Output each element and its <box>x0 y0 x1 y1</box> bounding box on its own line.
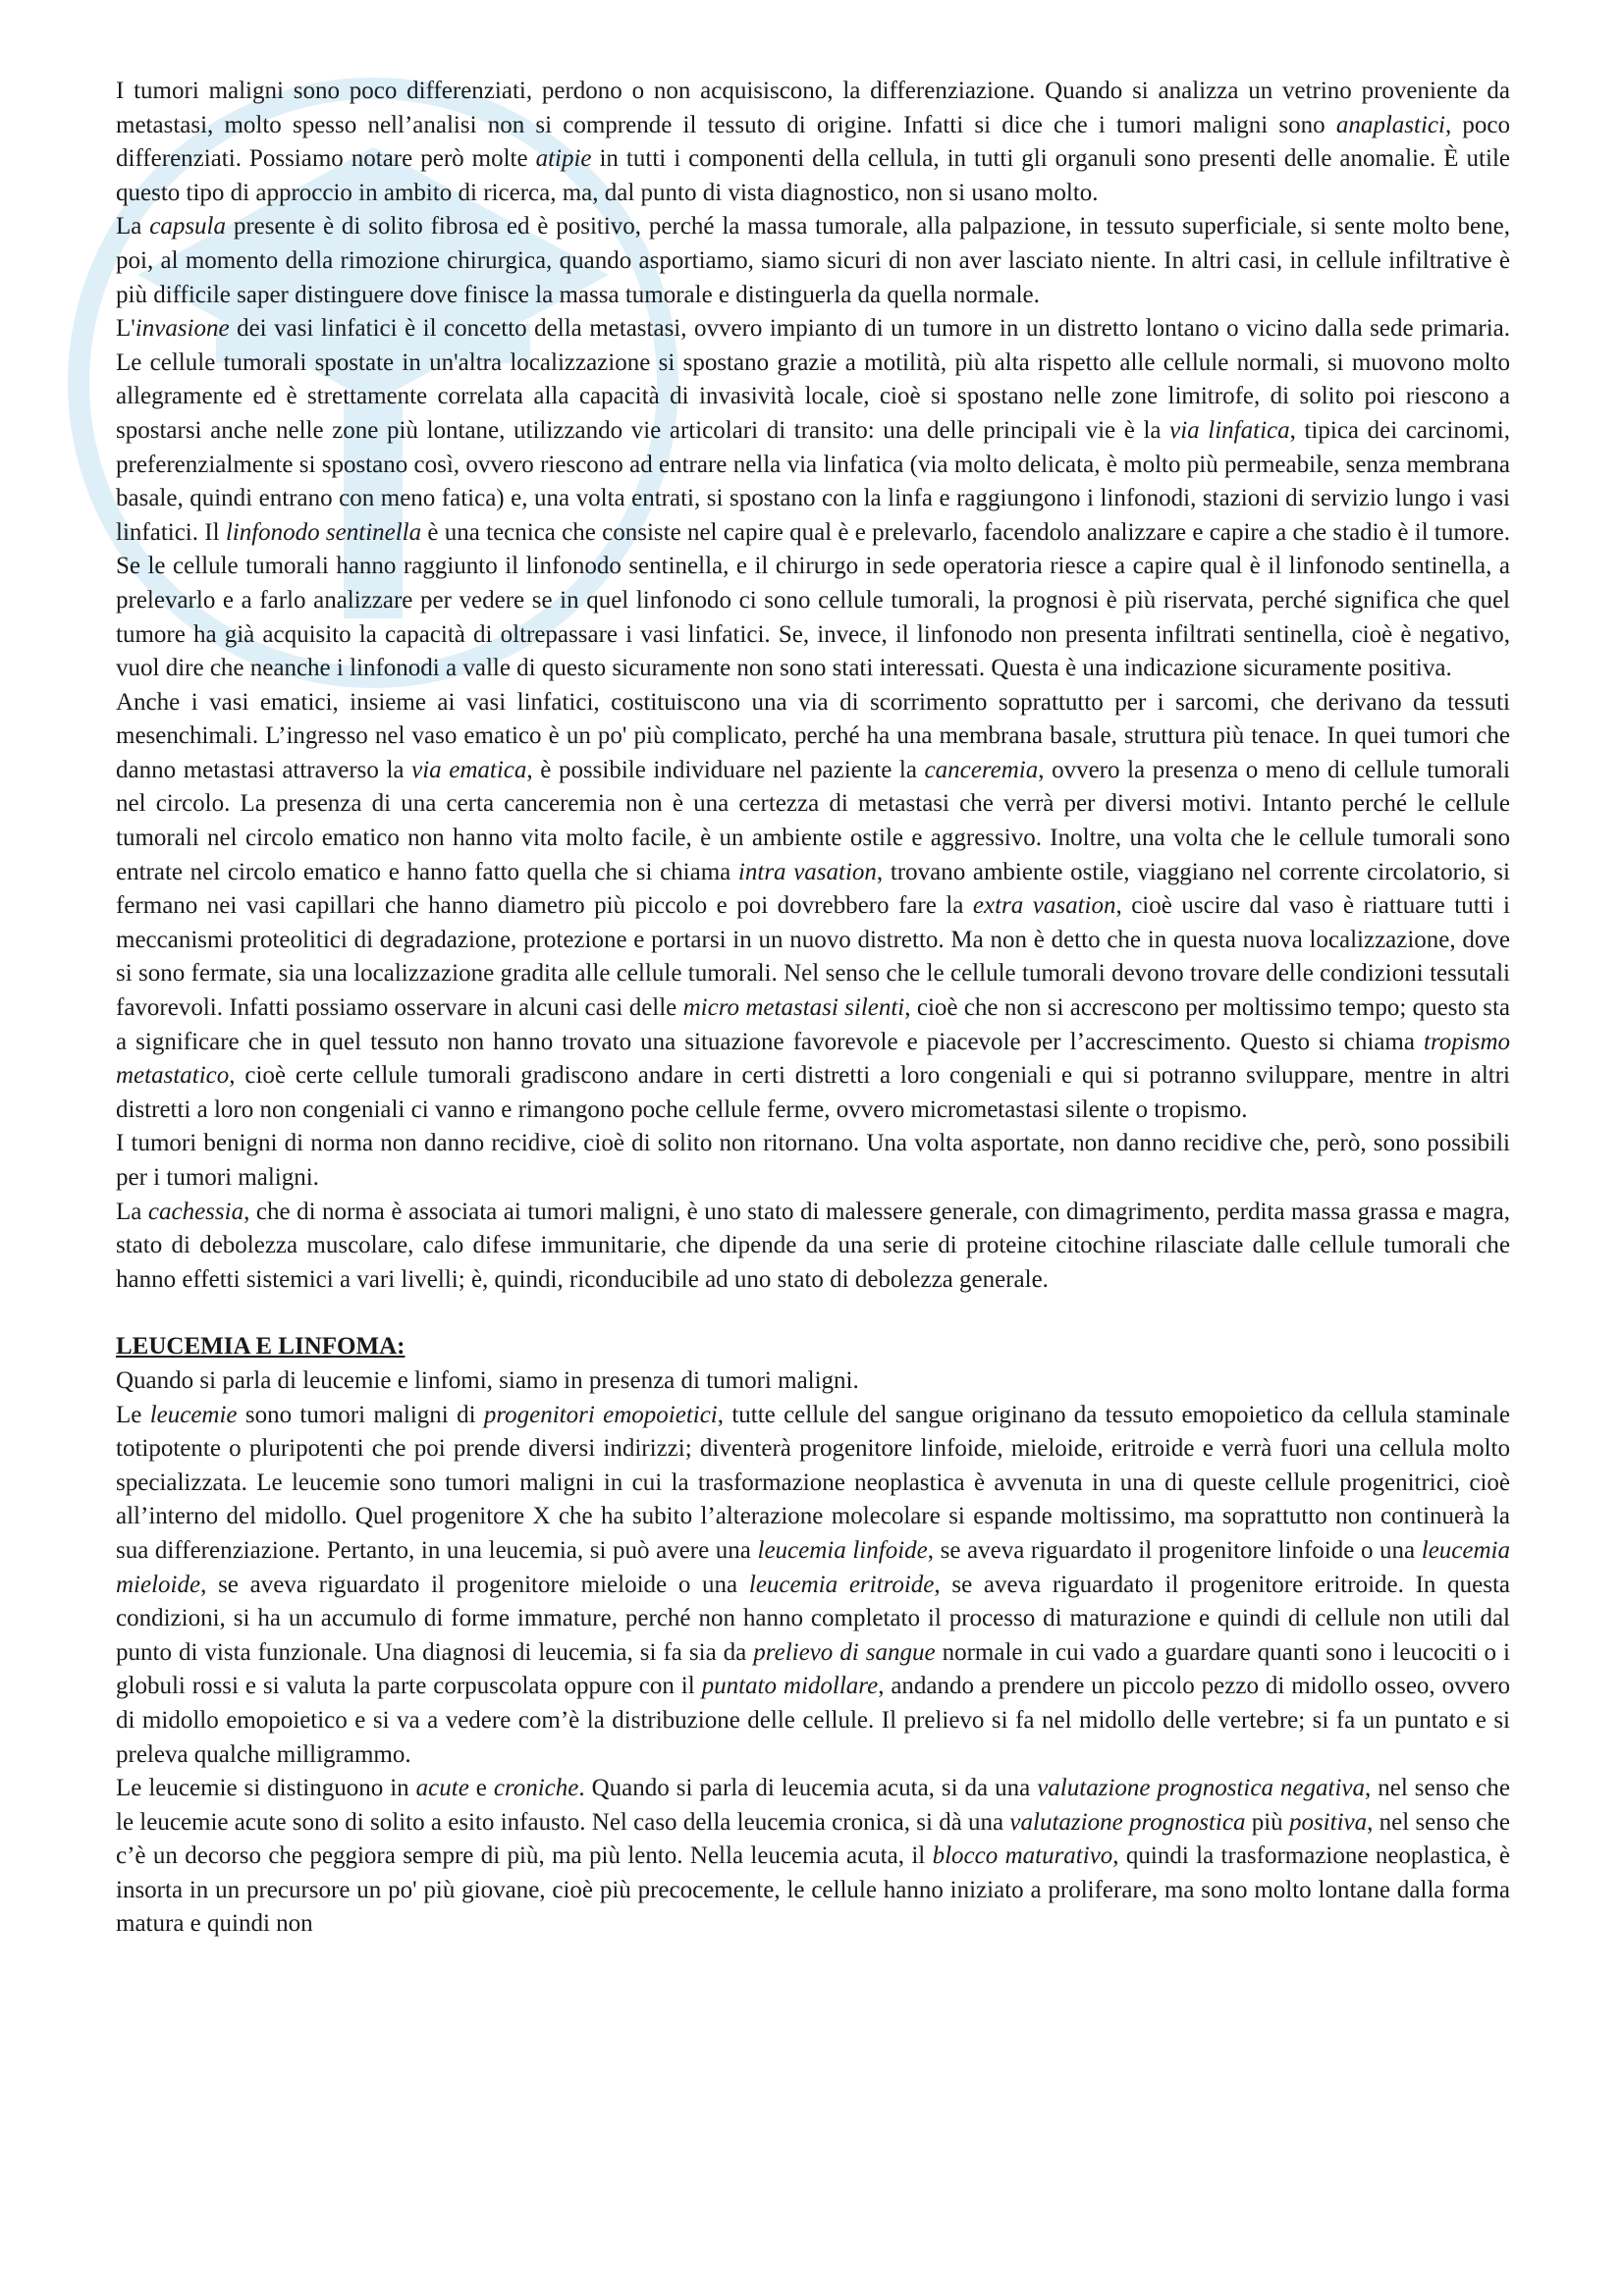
text-run: , tutte cellule del sangue originano da tessuto emopoietico da cellula staminale totipotente o pluripotenti che poi prende diversi indirizzi; diventerà progenitore linfoide, mieloide, eritroide e verrà fuori una cellula molto specializzata. Le leucemie sono tumori maligni in cui la trasformazione neoplastica è avvenuta in una di queste cellule progenitrici, cioè all’interno del midollo. Quel progenitore X che ha subito l’alterazione molecolare si espande moltissimo, ma soprattutto non continuerà la sua differenziazione. Pertanto, in una leucemia, si può avere una <box>116 1401 1510 1564</box>
emphasis-term: leucemie <box>149 1401 238 1428</box>
text-run: Le <box>116 1401 150 1428</box>
text-run: , tipica dei carcinomi, preferenzialmente si spostano così, ovvero riescono ad entrare nella via linfatica (via molto delicata, è molto più permeabile, senza membrana basale, quindi entrano con meno fatica) e, una volta entrati, si spostano con la linfa e raggiungono i linfonodi, stazioni di servizio lungo i vasi linfatici. Il <box>116 416 1510 546</box>
paragraph <box>116 1772 1510 1942</box>
text-run: in tutti i componenti della cellula, in tutti gli organuli sono presenti delle anomalie. È utile questo tipo di approccio in ambito di ricerca, ma, dal punto di vista diagnostico, non si usano molto. <box>116 145 1510 206</box>
text-run: , cioè che non si accrescono per moltissimo tempo; questo sta a significare che in quel tessuto non hanno trovato una situazione favorevole e piacevole per l’accrescimento. Questo si chiama <box>116 994 1510 1055</box>
emphasis-term: anaplastici <box>1335 111 1445 138</box>
text-run: La <box>116 213 150 240</box>
text-run: Le leucemie si distinguono in <box>116 1775 416 1802</box>
emphasis-term: canceremia <box>924 756 1039 783</box>
emphasis-term: leucemia eritroide <box>748 1571 935 1598</box>
text-run: è una tecnica che consiste nel capire qual è e prelevarlo, facendolo analizzare e capire a che stadio è il tumore. Se le cellule tumorali hanno raggiunto il linfonodo sentinella, e il chirurgo in sede operatoria riesce a capire qual è il linfonodo sentinella, a prelevarlo e a farlo analizzare per vedere se in quel linfonodo ci sono cellule tumorali, la prognosi è più riservata, perché significa che quel tumore ha già acquisito la capacità di oltrepassare i vasi linfatici. Se, invece, il linfonodo non presenta infiltrati sentinella, cioè è negativo, vuol dire che neanche i linfonodi a valle di questo sicuramente non sono stati interessati. Questa è una indicazione sicuramente positiva. <box>116 518 1510 682</box>
text-run: I tumori maligni sono poco differenziati, perdono o non acquisiscono, la differenziazione. Quando si analizza un vetrino proveniente da metastasi, molto spesso nell’analisi non si comprende il tessuto di origine. Infatti si dice che i tumori maligni sono <box>116 78 1510 138</box>
emphasis-term: progenitori emopoietici <box>483 1401 718 1428</box>
emphasis-term: atipie <box>535 145 592 173</box>
text-run: e <box>468 1775 494 1802</box>
text-run: , nel senso che c’è un decorso che peggiora sempre di più, ma più lento. Nella leucemia acuta, il <box>116 1808 1510 1870</box>
text-run: , è possibile individuare nel paziente la <box>526 756 925 783</box>
text-run: Anche i vasi ematici, insieme ai vasi linfatici, costituiscono una via di scorrimento soprattutto per i sarcomi, che derivano da tessuti mesenchimali. L’ingresso nel vaso ematico è un po' più complicato, perché ha una membrana basale, struttura più tenace. In quei tumori che danno metastasi attraverso la <box>116 688 1510 783</box>
text-run: , trovano ambiente ostile, viaggiano nel corrente circolatorio, si fermano nei vasi capillari che hanno diametro più piccolo e poi dovrebbero fare la <box>116 858 1510 920</box>
emphasis-term: via ematica <box>411 756 527 783</box>
emphasis-term: linfonodo sentinella <box>225 518 422 546</box>
section-tumori-maligni <box>116 75 1510 1297</box>
emphasis-term: invasione <box>135 315 230 343</box>
emphasis-term: cachessia <box>147 1198 244 1225</box>
paragraph <box>116 686 1510 1128</box>
text-run: presente è di solito fibrosa ed è positivo, perché la massa tumorale, alla palpazione, in tessuto superficiale, si sente molto bene, poi, al momento della rimozione chirurgica, quando asportiamo, siamo sicuri di non aver lasciato niente. In altri casi, in cellule infiltrative è più difficile saper distinguere dove finisce la massa tumorale e distinguerla da quella normale. <box>116 213 1511 308</box>
text-run: I tumori benigni di norma non danno recidive, cioè di solito non ritornano. Una volta asportate, non danno recidive che, però, sono possibili per i tumori maligni. <box>116 1130 1510 1191</box>
emphasis-term: croniche <box>493 1775 579 1802</box>
emphasis-term: via linfatica <box>1169 416 1290 444</box>
paragraph <box>116 1364 1510 1399</box>
text-run: , cioè uscire dal vaso è riattuare tutti i meccanismi proteolitici di degradazione, protezione e portarsi in un nuovo distretto. Ma non è detto che in questa nuova localizzazione, dove si sono fermate, sia una localizzazione gradita alle cellule tumorali. Nel senso che le cellule tumorali devono trovare delle condizioni tessutali favorevoli. Infatti possiamo osservare in alcuni casi delle <box>116 892 1510 1022</box>
paragraph <box>116 210 1510 312</box>
text-run: , quindi la trasformazione neoplastica, è insorta in un precursore un po' più giovane, cioè più precocemente, le cellule hanno iniziato a proliferare, ma sono molto lontane dalla forma matura e quindi non <box>116 1842 1510 1938</box>
text-run: Quando si parla di leucemie e linfomi, siamo in presenza di tumori maligni. <box>116 1366 859 1394</box>
emphasis-term: valutazione prognostica <box>1009 1808 1246 1836</box>
emphasis-term: acute <box>415 1775 469 1802</box>
text-run: , poco differenziati. Possiamo notare però molte <box>116 111 1510 173</box>
text-run: , se aveva riguardato il progenitore mieloide o una <box>200 1571 749 1598</box>
emphasis-term: capsula <box>149 213 226 240</box>
section-leucemia-linfoma <box>116 1364 1510 1942</box>
emphasis-term: intra vasation <box>737 858 877 885</box>
paragraph <box>116 1399 1510 1773</box>
text-run: . Quando si parla di leucemia acuta, si da una <box>578 1775 1038 1802</box>
text-run: L' <box>116 315 135 343</box>
text-run: La <box>116 1198 148 1225</box>
paragraph <box>116 75 1510 210</box>
text-run: , che di norma è associata ai tumori maligni, è uno stato di malessere generale, con dimagrimento, perdita massa grassa e magra, stato di debolezza muscolare, calo difese immunitarie, che dipende da una serie di proteine citochine rilasciate dalle cellule tumorali che hanno effetti sistemici a vari livelli; è, quindi, riconducibile ad uno stato di debolezza generale. <box>116 1198 1510 1293</box>
text-run: più <box>1245 1808 1289 1836</box>
text-run: , nel senso che le leucemie acute sono di solito a esito infausto. Nel caso della leucemia cronica, si dà una <box>116 1775 1510 1836</box>
text-run: , se aveva riguardato il progenitore linfoide o una <box>927 1536 1422 1564</box>
text-run: , cioè certe cellule tumorali gradiscono andare in certi distretti a loro congeniali e qui si potranno sviluppare, mentre in altri distretti a loro non congeniali ci vanno e rimangono poche cellule ferme, ovvero micrometastasi silente o tropismo. <box>116 1062 1510 1123</box>
text-run: dei vasi linfatici è il concetto della metastasi, ovvero impianto di un tumore in un distretto lontano o vicino dalla sede primaria. Le cellule tumorali spostate in un'altra localizzazione si spostano grazie a motilità, più alta rispetto alle cellule normali, si muovono molto allegramente ed è strettamente correlata alla capacità di invasività locale, cioè si spostano nelle zone limitrofe, di solito poi riescono a spostarsi anche nelle zone più lontane, utilizzando vie articolari di transito: una delle principali vie è la <box>116 315 1510 444</box>
paragraph <box>116 1127 1510 1195</box>
emphasis-term: prelievo di sangue <box>753 1638 936 1666</box>
emphasis-term: puntato midollare <box>701 1673 879 1700</box>
emphasis-term: leucemia mieloide <box>116 1536 1510 1598</box>
emphasis-term: leucemia linfoide <box>757 1536 928 1564</box>
emphasis-term: extra vasation <box>972 892 1116 920</box>
text-run: , ovvero la presenza o meno di cellule tumorali nel circolo. La presenza di una certa canceremia non è una certezza di metastasi che verrà per diversi motivi. Intanto perché le cellule tumorali nel circolo ematico non hanno vita molto facile, è un ambiente ostile e aggressivo. Inoltre, una volta che le cellule tumorali sono entrate nel circolo ematico e hanno fatto quella che si chiama <box>116 756 1510 885</box>
emphasis-term: tropismo metastatico <box>116 1028 1510 1090</box>
text-run: , andando a prendere un piccolo pezzo di midollo osseo, ovvero di midollo emopoietico e si va a vedere com’è la distribuzione delle cellule. Il prelievo si fa nel midollo delle vertebre; si fa un puntato e si preleva qualche milligrammo. <box>116 1673 1511 1768</box>
document-page <box>116 75 1510 1942</box>
paragraph <box>116 312 1510 686</box>
text-run: normale in cui vado a guardare quanti sono i leucociti o i globuli rossi e si valuta la parte corpuscolata oppure con il <box>116 1638 1510 1700</box>
text-run: sono tumori maligni di <box>237 1401 484 1428</box>
section-heading-leucemia-linfoma: LEUCEMIA E LINFOMA: <box>116 1333 406 1361</box>
emphasis-term: valutazione prognostica negativa <box>1037 1775 1366 1802</box>
emphasis-term: blocco maturativo <box>932 1842 1113 1870</box>
emphasis-term: micro metastasi silenti <box>682 994 905 1022</box>
emphasis-term: positiva <box>1288 1808 1368 1836</box>
paragraph <box>116 1196 1510 1298</box>
text-run: , se aveva riguardato il progenitore eritroide. In questa condizioni, si ha un accumulo di forme immature, perché non hanno completato il processo di maturazione e quindi di cellule non utili dal punto di vista funzionale. Una diagnosi di leucemia, si fa sia da <box>116 1571 1510 1666</box>
